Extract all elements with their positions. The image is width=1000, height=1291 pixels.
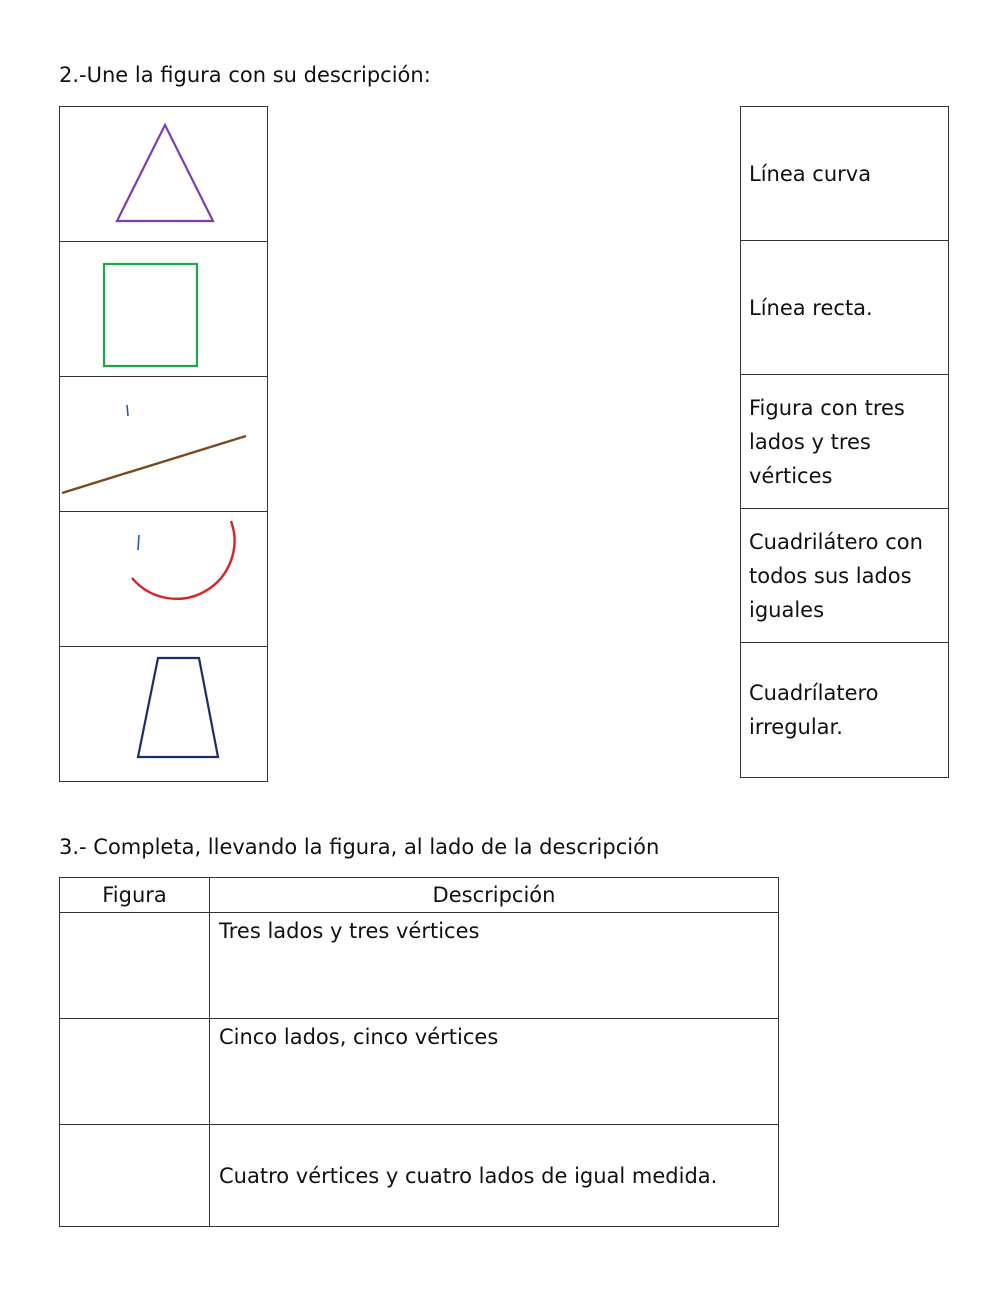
section-3-heading: 3.- Completa, llevando la figura, al lado de la descripción: [59, 835, 660, 859]
table-row: [60, 1125, 779, 1227]
pen-tick-mark: [138, 535, 139, 550]
completion-table: [59, 877, 779, 1227]
triangle-icon[interactable]: [60, 107, 267, 241]
description-cell: Cinco lados, cinco vértices: [210, 1019, 779, 1125]
table-row: [60, 1019, 779, 1125]
straight-line-icon[interactable]: [60, 377, 267, 511]
description-cell[interactable]: [741, 375, 948, 509]
description-cell[interactable]: [741, 107, 948, 241]
description-cell: Cuatro vértices y cuatro lados de igual medida.: [210, 1125, 779, 1227]
column-header-descripcion: Descripción: [210, 878, 779, 913]
figure-cell-square[interactable]: [60, 242, 267, 377]
section-2-heading: 2.-Une la figura con su descripción:: [59, 63, 431, 87]
figure-drop-cell[interactable]: [60, 1019, 210, 1125]
description-text: Cuadrílatero irregular.: [749, 681, 879, 739]
description-cell[interactable]: [741, 509, 948, 643]
curved-line-icon[interactable]: [60, 512, 267, 646]
table-header-row: [60, 878, 779, 913]
figure-drop-cell[interactable]: [60, 913, 210, 1019]
description-cell[interactable]: [741, 241, 948, 375]
figure-cell-trapezoid[interactable]: [60, 647, 267, 781]
description-text: Línea curva: [749, 161, 872, 186]
trapezoid-icon[interactable]: [60, 647, 267, 781]
description-cell: Tres lados y tres vértices: [210, 913, 779, 1019]
description-text: Cuadrilátero con todos sus lados iguales: [749, 529, 923, 622]
column-header-figura: Figura: [60, 878, 210, 913]
pen-tick-mark: [127, 405, 128, 416]
description-cell[interactable]: [741, 643, 948, 777]
figure-cell-straight-line[interactable]: [60, 377, 267, 512]
figure-cell-triangle[interactable]: [60, 107, 267, 242]
figure-drop-cell[interactable]: [60, 1125, 210, 1227]
description-text: Línea recta.: [749, 295, 873, 320]
description-column: [740, 106, 949, 778]
figure-cell-curved-line[interactable]: [60, 512, 267, 647]
square-icon[interactable]: [60, 242, 267, 376]
table-row: [60, 913, 779, 1019]
figure-column: [59, 106, 268, 782]
description-text: Figura con tres lados y tres vértices: [749, 395, 905, 488]
